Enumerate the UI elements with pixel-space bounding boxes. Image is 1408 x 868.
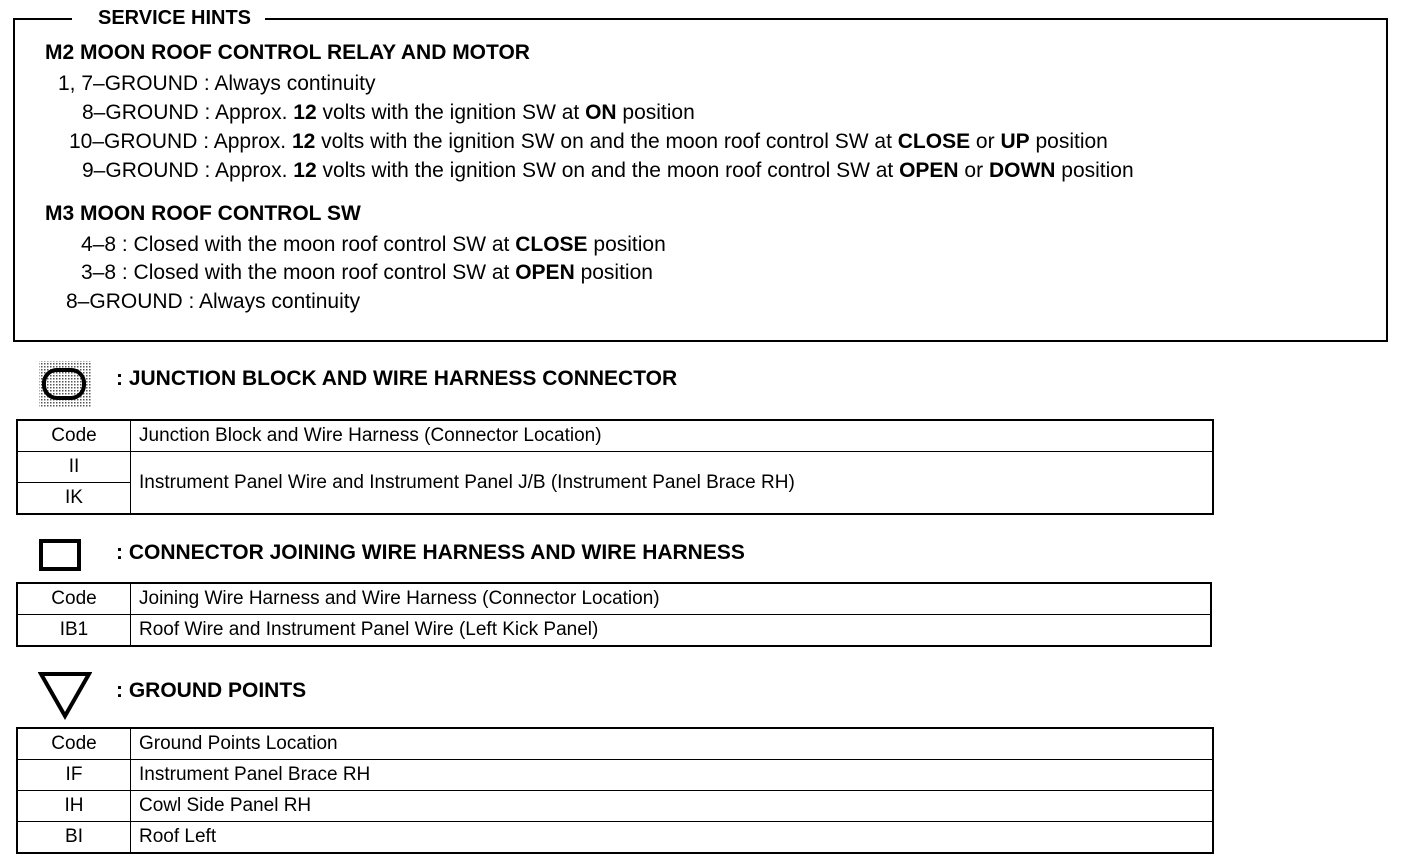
table-header-row [17,420,1213,452]
junction-legend-title: : JUNCTION BLOCK AND WIRE HARNESS CONNECTOR [116,367,678,390]
table-row [17,615,1211,647]
code-cell: IB1 [17,615,131,647]
location-cell: Roof Left [131,822,1214,854]
connector-legend-title: : CONNECTOR JOINING WIRE HARNESS AND WIRE HARNESS [116,541,745,564]
table-header-row [17,583,1211,615]
location-cell: Cowl Side Panel RH [131,791,1214,822]
m3-line-3: 8–GROUND : Always continuity [66,290,361,313]
m3-heading: M3 MOON ROOF CONTROL SW [45,202,361,225]
code-cell: IF [17,760,131,791]
ground-triangle-icon [38,670,92,720]
table-row [17,452,1213,483]
location-cell: Instrument Panel Brace RH [131,760,1214,791]
location-cell: Roof Wire and Instrument Panel Wire (Left Kick Panel) [131,615,1212,647]
table-header-row [17,728,1213,760]
m3-line-2: 3–8 : Closed with the moon roof control SW at OPEN position [81,261,653,284]
location-header: Joining Wire Harness and Wire Harness (Connector Location) [131,583,1212,615]
m2-line-2: 8–GROUND : Approx. 12 volts with the ignition SW at ON position [82,101,695,124]
code-cell: II [17,452,131,483]
ground-legend-title: : GROUND POINTS [116,679,307,702]
table-row [17,791,1213,822]
code-cell: BI [17,822,131,854]
code-header: Code [17,583,131,615]
m2-line-3: 10–GROUND : Approx. 12 volts with the ignition SW on and the moon roof control SW at CLOSE or UP position [69,130,1108,153]
code-cell: IH [17,791,131,822]
ground-table [16,727,1214,854]
m2-line-1: 1, 7–GROUND : Always continuity [58,72,376,95]
table-row [17,822,1213,854]
location-header: Junction Block and Wire Harness (Connector Location) [131,420,1214,452]
code-header: Code [17,420,131,452]
junction-table [16,419,1214,515]
code-cell: IK [17,483,131,515]
connector-box-icon [38,538,84,574]
junction-block-icon [38,360,92,408]
service-hints-title: SERVICE HINTS [72,6,265,30]
code-header: Code [17,728,131,760]
connector-table [16,582,1212,647]
location-header: Ground Points Location [131,728,1214,760]
m2-line-4: 9–GROUND : Approx. 12 volts with the ignition SW on and the moon roof control SW at OPEN or DOWN position [82,159,1134,182]
table-row [17,760,1213,791]
m3-line-1: 4–8 : Closed with the moon roof control SW at CLOSE position [81,233,666,256]
m2-heading: M2 MOON ROOF CONTROL RELAY AND MOTOR [45,41,530,64]
location-cell: Instrument Panel Wire and Instrument Panel J/B (Instrument Panel Brace RH) [131,452,1214,515]
